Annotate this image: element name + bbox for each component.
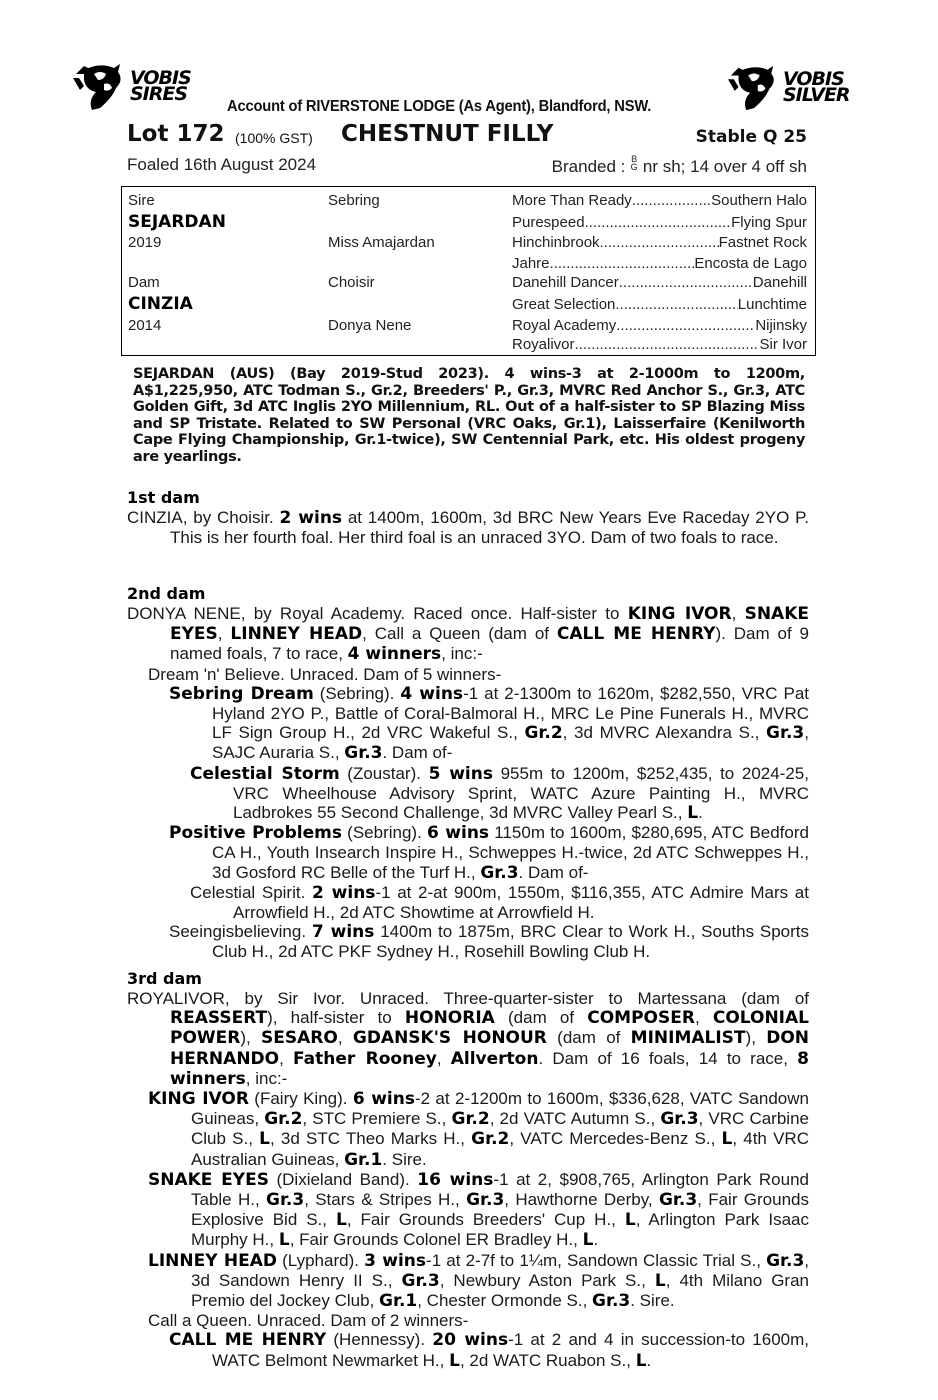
text-run: -1 at 2 and 4 in succession-to 1600m, WATC Belmont Newmarket H., [212, 1330, 810, 1370]
brand-bottom: G [630, 162, 638, 172]
logo-line1: VOBIS [783, 68, 844, 90]
text-run: . Sire. [630, 1291, 675, 1311]
bold-text: REASSERT [170, 1008, 268, 1029]
bold-text: Sebring Dream [169, 683, 314, 704]
bold-text: Gr.3 [766, 723, 805, 744]
pedigree-g3-row [512, 296, 807, 313]
text-run: , SAJC Auraria S., [212, 723, 809, 763]
gst-note: (100% GST) [235, 130, 313, 146]
vendor-account: Account of RIVERSTONE LODGE (As Agent), Blandford, NSW. [227, 98, 652, 115]
branded-label: Branded : [551, 157, 626, 176]
bold-text: GDANSK'S HONOUR [352, 1028, 547, 1049]
bold-text: Gr.1 [379, 1291, 418, 1312]
text-run: 1400m to 1875m, BRC Clear to Work H., Souths Sports Club H., 2d ATC PKF Sydney H., Rosehill Bowling Club H. [212, 922, 809, 962]
g3-left: Great Selection [512, 296, 616, 313]
text-run: , Hawthorne Derby, [504, 1190, 659, 1210]
bold-text: 4 winners [347, 644, 442, 665]
bold-text: L [335, 1210, 347, 1231]
first-dam-section [127, 488, 809, 547]
sire-label: Sire [128, 192, 155, 209]
bold-text: COLONIAL POWER [170, 1008, 809, 1049]
bold-text: 3 wins [364, 1250, 427, 1271]
brand-info [552, 155, 807, 177]
sire-year: 2019 [128, 234, 162, 251]
g3-left: Purespeed [512, 214, 585, 231]
bold-text: L [624, 1210, 636, 1231]
text-run: , Chester Ormonde S., [417, 1291, 593, 1311]
lot-header [127, 121, 807, 151]
vobis-sires-logo [70, 60, 191, 112]
text-run: , [279, 1048, 294, 1068]
leader-dots [632, 192, 711, 209]
text-run: (Sebring). [313, 683, 401, 703]
bold-text: COMPOSER [587, 1008, 695, 1029]
text-run: , [337, 1028, 353, 1048]
text-run: at 1400m, 1600m, 3d BRC New Years Eve Raceday 2YO P. This is her fourth foal. Her third foal is an unraced 3YO. Dam of two foals to race. [170, 508, 809, 548]
text-run: . [698, 803, 703, 823]
text-run: , Stars & Stripes H., [304, 1190, 467, 1210]
section-heading: 3rd dam [127, 969, 202, 988]
bold-text: LINNEY HEAD [148, 1250, 277, 1271]
pedigree-g3-row [512, 192, 807, 209]
bold-text: KING IVOR [627, 604, 732, 624]
text-run: . [646, 1350, 652, 1370]
text-run: Seeingisbelieving. [169, 922, 312, 942]
text-run: ). Dam of 9 named foals, 7 to race, [170, 624, 810, 664]
produce-entry [127, 823, 809, 883]
text-run: -2 at 2-1200m to 1600m, $336,628, VATC Sandown Guineas, [191, 1089, 809, 1129]
section-heading: 1st dam [127, 488, 200, 507]
g3-right: Southern Halo [711, 192, 807, 209]
text-run: (Fairy King). [248, 1089, 353, 1109]
lot-number: Lot 172 [127, 121, 225, 147]
logo-line2: SIRES [130, 83, 188, 105]
produce-entry [127, 1330, 809, 1370]
text-run: 955m to 1200m, $252,435, to 2024-25, VRC Wheelhouse Advisory Sprint, WATC Azure Painting H., MVRC Ladbrokes 55 Second Challenge, 3d MVRC Valley Pearl S., [233, 763, 809, 823]
text-run: , 3d MVRC Alexandra S., [562, 723, 767, 743]
dam-sire: Choisir [328, 274, 375, 291]
dam-year: 2014 [128, 317, 162, 334]
text-run: . Dam of- [518, 862, 589, 882]
produce-entry [127, 764, 809, 824]
stable-location: Stable Q 25 [695, 127, 807, 147]
section-heading: 2nd dam [127, 584, 206, 603]
produce-entry [127, 883, 809, 922]
bold-text: Gr.2 [471, 1129, 510, 1150]
g3-left: Jahre [512, 255, 550, 272]
bold-text: Gr.3 [592, 1291, 631, 1312]
text-run: , 4th VRC Australian Guineas, [191, 1129, 809, 1169]
text-run: -1 at 2, $908,765, Arlington Park Round Table H., [191, 1169, 809, 1210]
text-run: , Newbury Aston Park S., [439, 1270, 655, 1290]
text-run: (Sebring). [341, 823, 428, 843]
bold-text: Gr.3 [660, 1109, 699, 1130]
bold-text: L [635, 1350, 647, 1371]
text-run: , Fair Grounds Colonel ER Bradley H., [289, 1230, 583, 1250]
bold-text: L [449, 1350, 460, 1371]
sire-name: SEJARDAN [128, 212, 226, 232]
foaled-date: Foaled 16th August 2024 [127, 155, 317, 174]
logo-text [130, 67, 191, 105]
bold-text: SNAKE EYES [170, 604, 809, 645]
text-run: . [593, 1230, 599, 1250]
jockey-horse-icon [725, 62, 781, 112]
bold-text: Gr.2 [264, 1109, 303, 1130]
text-run: , 3d Sandown Henry II S., [191, 1250, 810, 1290]
logo-line1: VOBIS [130, 67, 191, 89]
sire-sire: Sebring [328, 192, 380, 209]
text-run: -1 at 2-1300m to 1620m, $282,550, VRC Pat Hyland 2YO P., Battle of Coral-Balmoral H., MRC Le Pine Funerals H., MVRC LF Sign Group H., 2d VRC Wakeful S., [212, 683, 809, 743]
bold-text: KING IVOR [148, 1089, 249, 1110]
bold-text: Gr.3 [658, 1190, 698, 1211]
g3-right: Danehill [752, 274, 807, 291]
bold-text: Gr.3 [480, 862, 519, 883]
g3-left: Danehill Dancer [512, 274, 619, 291]
text-run: , [694, 1008, 713, 1028]
text-run: , [217, 624, 231, 644]
g3-right: Encosta de Lago [694, 255, 807, 272]
bold-text: CALL ME HENRY [169, 1330, 327, 1351]
text-run: , 2d VATC Autumn S., [489, 1109, 661, 1129]
g3-left: Hinchinbrook [512, 234, 600, 251]
text-run: (Hennessy). [326, 1330, 433, 1350]
brand-top: B [631, 154, 638, 164]
dam-entry [127, 604, 809, 665]
text-run: . Dam of 16 foals, 14 to race, [538, 1048, 798, 1068]
text-run: (dam of [546, 1028, 631, 1048]
logo-line2: SILVER [783, 84, 850, 106]
text-run: , 3d STC Theo Marks H., [269, 1129, 472, 1149]
text-run: (Zoustar). [339, 763, 429, 783]
bold-text: SNAKE EYES [148, 1169, 269, 1190]
text-run: , inc:- [245, 1068, 288, 1088]
text-run: -1 at 2-at 900m, 1550m, $116,355, ATC Admire Mars at Arrowfield H., 2d ATC Showtime at Arrowfield H. [233, 882, 809, 923]
bold-text: Father Rooney [293, 1048, 437, 1069]
produce-entry [127, 1170, 809, 1251]
bold-text: 8 winners [170, 1048, 810, 1089]
g3-right: Fastnet Rock [718, 234, 807, 251]
bold-text: 2 wins [279, 508, 343, 528]
bold-text: 6 wins [352, 1089, 415, 1110]
bold-text: CALL ME HENRY [556, 624, 716, 645]
bold-text: L [278, 1230, 290, 1251]
bold-text: HONORIA [404, 1008, 495, 1029]
second-dam-section [127, 584, 809, 962]
text-run: CINZIA, by Choisir. [127, 508, 280, 527]
text-run: ROYALIVOR, by Sir Ivor. Unraced. Three-quarter-sister to Martessana (dam of [127, 989, 809, 1008]
bold-text: L [654, 1270, 666, 1291]
text-run: (Dixieland Band). [268, 1169, 418, 1189]
leader-dots [550, 255, 695, 272]
text-run: , 4th Milano Gran Premio del Jockey Club, [191, 1270, 809, 1311]
g3-right: Sir Ivor [759, 336, 807, 353]
text-run: (Lyphard). [276, 1250, 365, 1270]
bold-text: Gr.2 [524, 723, 563, 744]
text-run: , STC Premiere S., [302, 1109, 452, 1129]
pedigree-g3-row [512, 336, 807, 353]
leader-dots [575, 336, 760, 353]
logo-text [783, 68, 850, 106]
bold-text: MINIMALIST [630, 1028, 746, 1049]
produce-entry: Dream 'n' Believe. Unraced. Dam of 5 winners- [148, 664, 502, 684]
produce-entry: Call a Queen. Unraced. Dam of 2 winners- [148, 1311, 469, 1331]
horse-description: CHESTNUT FILLY [341, 121, 554, 147]
g3-left: Royalivor [512, 336, 575, 353]
bold-text: 5 wins [428, 763, 493, 784]
text-run: , VRC Carbine Club S., [191, 1109, 809, 1149]
leader-dots [616, 317, 755, 334]
produce-entry [127, 1251, 809, 1312]
g3-left: More Than Ready [512, 192, 632, 209]
pedigree-g3-row [512, 234, 807, 251]
bold-text: 6 wins [427, 823, 490, 844]
leader-dots [615, 296, 737, 313]
text-run: , inc:- [441, 644, 483, 664]
bold-text: Gr.3 [466, 1190, 505, 1211]
leader-dots [619, 274, 753, 291]
pedigree-table [121, 186, 816, 356]
bold-text: Positive Problems [169, 823, 342, 844]
text-run: ), [240, 1028, 262, 1048]
produce-entry [127, 1089, 809, 1170]
pedigree-g3-row [512, 255, 807, 272]
text-run: , Fair Grounds Breeders' Cup H., [346, 1210, 625, 1230]
produce-entry [127, 684, 809, 764]
bold-text: 7 wins [311, 922, 375, 943]
dam-entry [127, 508, 809, 547]
bold-text: LINNEY HEAD [230, 624, 363, 645]
bold-text: L [259, 1129, 270, 1150]
bold-text: 20 wins [432, 1330, 509, 1351]
text-run: , Call a Queen (dam of [362, 624, 557, 644]
bold-text: 16 wins [417, 1169, 494, 1190]
bold-text: Gr.3 [766, 1250, 805, 1271]
jockey-horse-icon [70, 60, 128, 112]
bold-text: Celestial Storm [190, 763, 340, 784]
text-run: , Fair Grounds Explosive Bid S., [191, 1190, 809, 1230]
text-run: ), half-sister to [267, 1008, 405, 1028]
bold-text: L [687, 803, 699, 824]
g3-left: Royal Academy [512, 317, 617, 334]
sire-dam: Miss Amajardan [328, 234, 435, 251]
g3-right: Lunchtime [737, 296, 807, 313]
text-run: -1 at 2-7f to 1¼m, Sandown Classic Trial S., [426, 1250, 767, 1270]
bold-text: 4 wins [400, 683, 464, 704]
bold-text: 2 wins [311, 882, 376, 903]
bold-text: Gr.3 [344, 743, 383, 764]
bold-text: L [721, 1129, 733, 1150]
bold-text: Gr.2 [451, 1109, 490, 1130]
pedigree-g3-row [512, 214, 807, 231]
third-dam-section [127, 969, 809, 1371]
bold-text: DON HERNANDO [170, 1028, 809, 1069]
bold-text: L [582, 1230, 594, 1251]
text-run: DONYA NENE, by Royal Academy. Raced once. Half-sister to [127, 604, 628, 623]
text-run: Celestial Spirit. [190, 882, 312, 902]
branded-detail: nr sh; 14 over 4 off sh [642, 157, 807, 176]
text-run: , [731, 604, 745, 623]
leader-dots [585, 214, 732, 231]
bold-text: Gr.3 [401, 1270, 440, 1291]
text-run: , [436, 1048, 451, 1068]
text-run: , 2d WATC Ruabon S., [459, 1350, 636, 1370]
bold-text: SESARO [261, 1028, 338, 1049]
pedigree-g3-row [512, 274, 807, 291]
text-run: . Sire. [382, 1149, 427, 1169]
vobis-silver-logo [725, 62, 850, 112]
text-run: 1150m to 1600m, $280,695, ATC Bedford CA H., Youth Insearch Inspire H., Schweppes H.-twice, 2d ATC Schweppes H., 3d Gosford RC Belle of the Turf H., [212, 823, 809, 882]
sire-summary: SEJARDAN (AUS) (Bay 2019-Stud 2023). 4 wins-3 at 2-1000m to 1200m, A$1,225,950, ATC Todman S., Gr.2, Breeders' P., Gr.3, MVRC Red Anchor S., Gr.3, ATC Golden Gift, 3d ATC Inglis 2YO Millennium, RL. Out of a half-sister to SP Blazing Miss and SP Tristate. Related to SW Personal (VRC Oaks, Gr.1), Laisserfaire (Kenilworth Cape Flying Championship, Gr.1-twice), SW Centennial Park, etc. His oldest progeny are yearlings. [133, 366, 805, 465]
dam-entry [127, 989, 809, 1089]
brand-mark [630, 155, 638, 171]
text-run: , VATC Mercedes-Benz S., [509, 1129, 722, 1149]
bold-text: Gr.1 [344, 1149, 383, 1170]
dam-label: Dam [128, 274, 160, 291]
text-run: , Arlington Park Isaac Murphy H., [191, 1210, 810, 1250]
leader-dots [600, 234, 719, 251]
produce-entry [127, 922, 809, 961]
text-run: . Dam of- [382, 743, 453, 763]
text-run: (dam of [494, 1008, 588, 1028]
dam-dam: Donya Nene [328, 317, 412, 334]
text-run: ), [745, 1028, 767, 1048]
pedigree-g3-row [512, 317, 807, 334]
bold-text: Gr.3 [265, 1190, 305, 1211]
dam-name: CINZIA [128, 294, 193, 314]
bold-text: Allverton [450, 1048, 539, 1069]
g3-right: Nijinsky [755, 317, 807, 334]
g3-right: Flying Spur [731, 214, 807, 231]
